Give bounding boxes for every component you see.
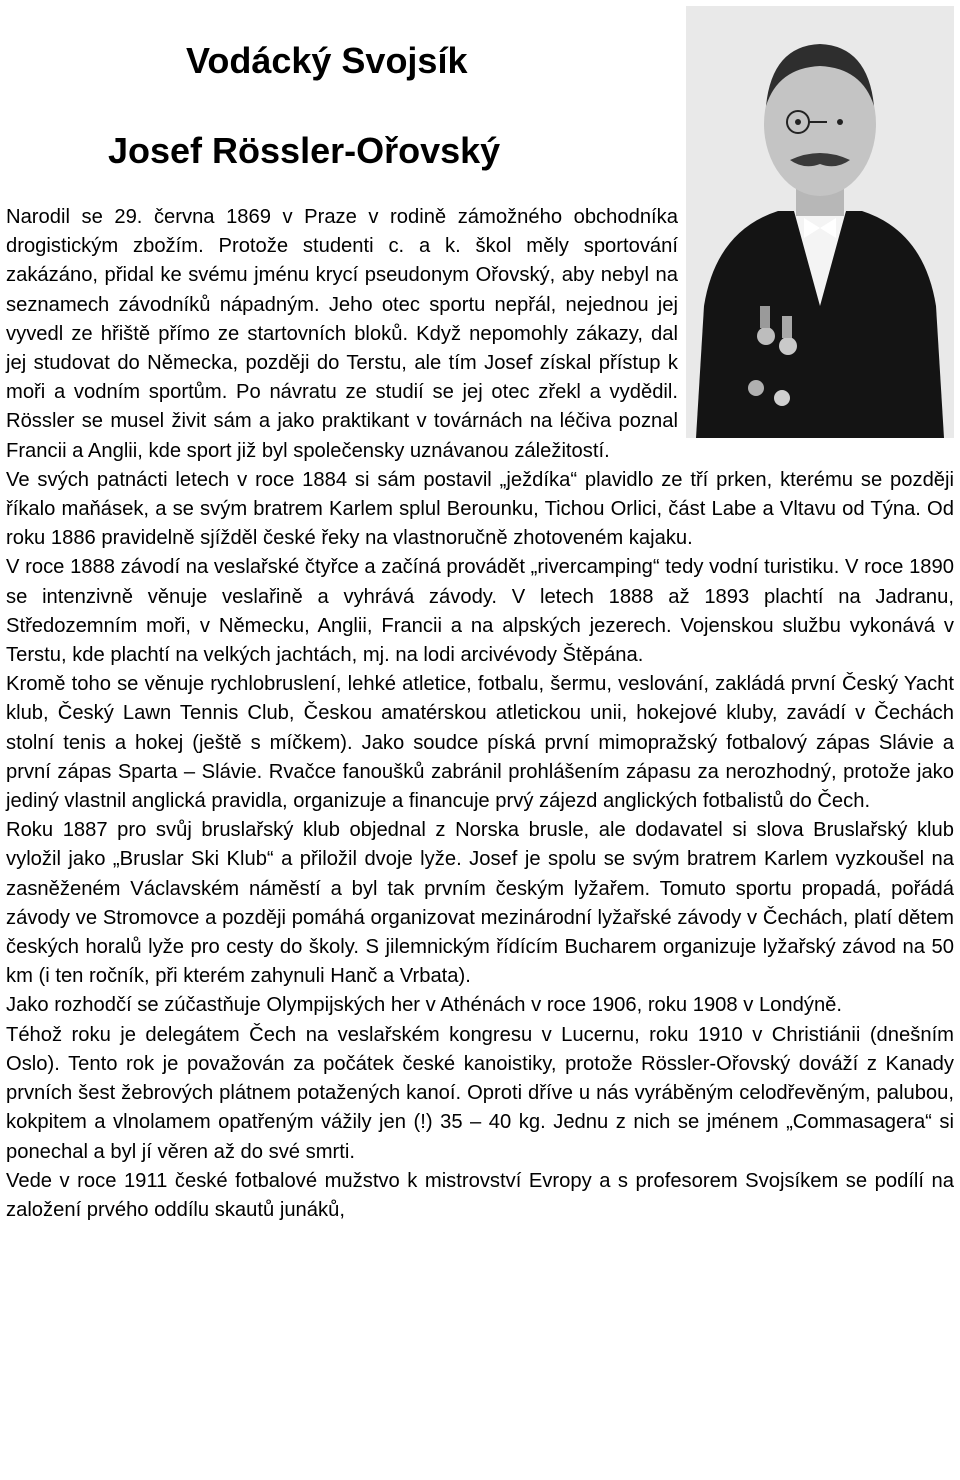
document-subtitle: Josef Rössler-Ořovský [108,130,501,171]
photo-spacer [678,203,954,435]
paragraph: Roku 1887 pro svůj bruslařský klub objednal z Norska brusle, ale dodavatel si slova Bruslařský klub vyložil jako „Bruslar Ski Klub“ a přiložil dvoje lyže. Josef je spolu se svým bratrem Karlem vyzkoušel na zasněženém Václavském náměstí a byl tak prvním českým lyžařem. Tomuto sportu propadá, pořádá závody ve Stromovce a později pomáhá organizovat mezinárodní lyžařské závody v Čechách, platí dětem českých horalů lyže pro cesty do školy. S jilemnickým řídícím Bucharem organizuje lyžařský závod na 50 km (i ten ročník, při kterém zahynuli Hanč a Vrbata). [6,819,954,988]
paragraph: Vede v roce 1911 české fotbalové mužstvo k mistrovství Evropy a s profesorem Svojsíkem se podílí na založení prvého oddílu skautů junáků, [6,1169,954,1221]
paragraph: Ve svých patnácti letech v roce 1884 si sám postavil „ježdíka“ plavidlo ze tří prken, kterému se později říkalo maňásek, a se svým bratrem Karlem splul Berounku, Tichou Orlici, část Labe a Vltavu od Týna. Od roku 1886 pravidelně sjížděl české řeky na vlastnoručně zhotoveném kajaku. [6,468,954,550]
article-body [6,203,954,1225]
paragraph: Téhož roku je delegátem Čech na veslařském kongresu v Lucernu, roku 1910 v Christiánii (dnešním Oslo). Tento rok je považován za počátek české kanoistiky, protože Rössler-Ořovský dováží z Kanady prvních šest žebrových plátnem potažených kanoí. Oproti dříve u nás vyráběným celodřevěným, palubou, kokpitem a vlnolamem opatřeným vážily jen (!) 35 – 40 kg. Jednu z nich se jménem „Commasagera“ si ponechal a byl jí věren až do své smrti. [6,1023,954,1163]
paragraph: Kromě toho se věnuje rychlobruslení, lehké atletice, fotbalu, šermu, veslování, zakládá první Český Yacht klub, Český Lawn Tennis Club, Českou amatérskou atletickou unii, hokejové kluby, zavádí v Čechách stolní tenis a hokej (ještě s míčkem). Jako soudce píská první mimopražský fotbalový zápas Slávie a první zápas Sparta – Slávie. Rvačce fanoušků zabránil prohlášením zápasu za nerozhodný, protože jako jediný vlastnil anglická pravidla, organizuje a financuje prvý zájezd anglických fotbalistů do Čech. [6,673,954,813]
document-title: Vodácký Svojsík [186,40,468,81]
paragraph: V roce 1888 závodí na veslařské čtyřce a začíná provádět „rivercamping“ tedy vodní turistiku. V roce 1890 se intenzivně věnuje veslařině a vyhrává závody. V letech 1888 až 1893 plachtí na Jadranu, Středozemním moři, v Německu, Anglii, Francii a na alpských jezerech. Vojenskou službu vykonává v Terstu, kde plachtí na velkých jachtách, mj. na lodi arcivévody Štěpána. [6,556,954,667]
paragraph: Narodil se 29. června 1869 v Praze v rodině zámožného obchodníka drogistickým zbožím. Protože studenti c. a k. škol měly sportování zakázáno, přidal ke svému jménu krycí pseudonym Ořovský, aby nebyl na seznamech závodníků nápadným. Jeho otec sportu nepřál, nejednou jej vyvedl ze hřiště přímo ze startovních bloků. Když nepomohly zákazy, dal jej studovat do Německa, později do Terstu, ale tím Josef získal přístup k moři a vodním sportům. Po návratu ze studií se jej otec zřekl a vydědil. Rössler se musel živit sám a jako praktikant v továrnách na léčiva poznal Francii a Anglii, kde sport již byl společensky uznávanou záležitostí. [6,206,678,462]
paragraph: Jako rozhodčí se zúčastňuje Olympijských her v Athénách v roce 1906, roku 1908 v Londýně. [6,994,843,1017]
